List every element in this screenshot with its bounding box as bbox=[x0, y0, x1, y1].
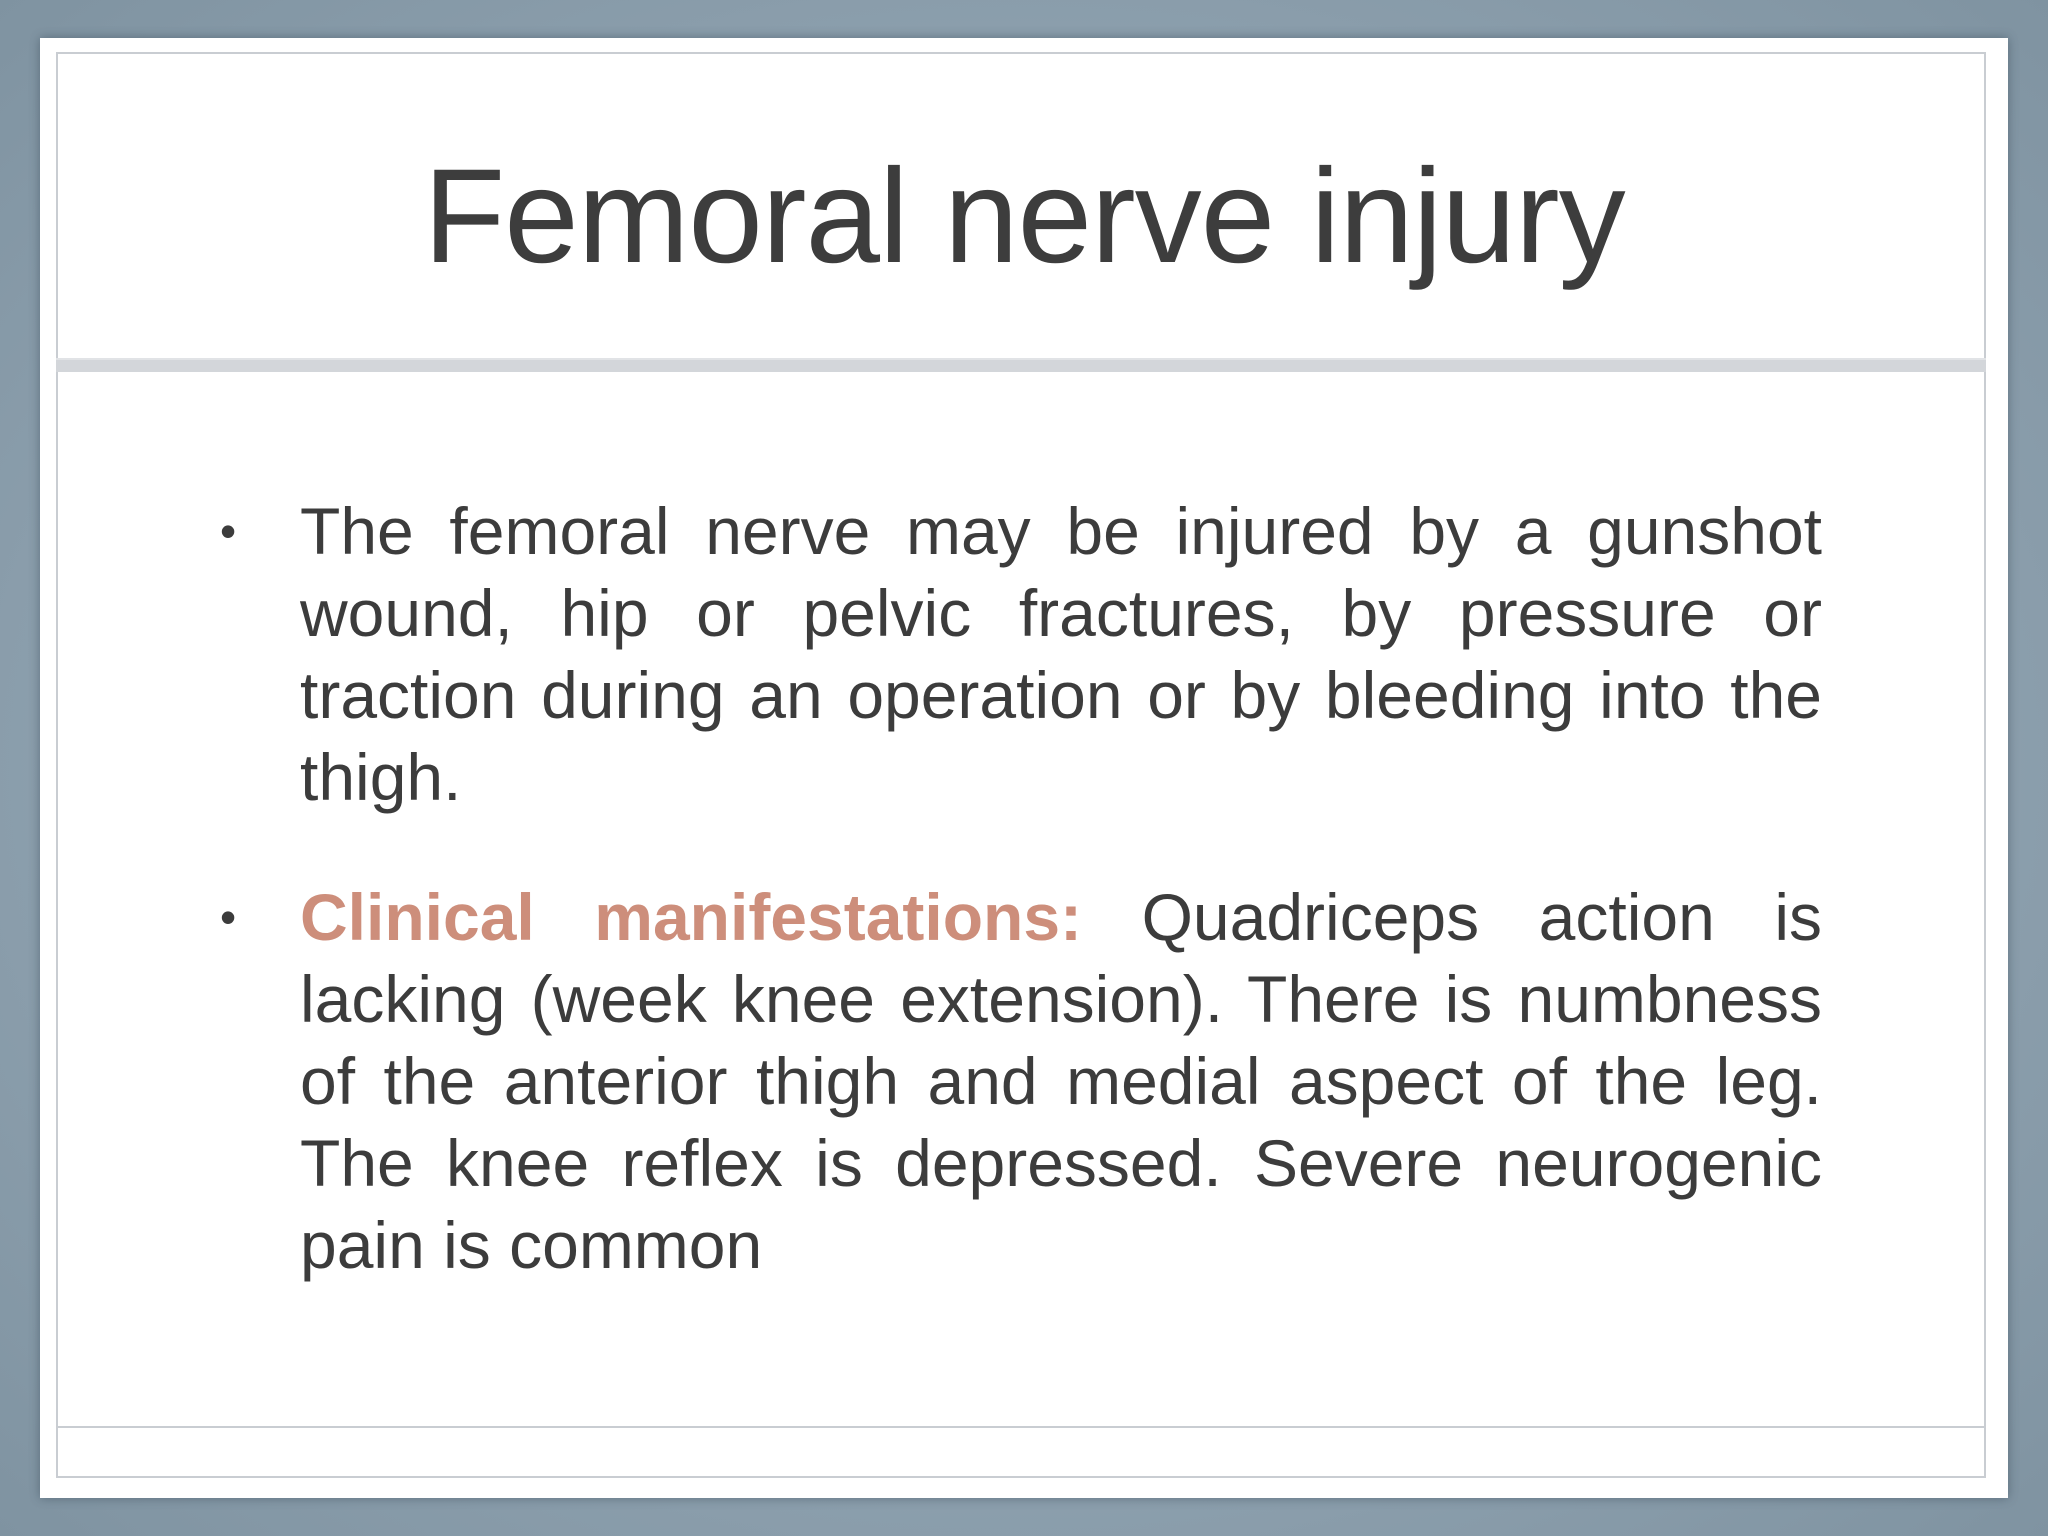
bullet-heading: Clinical manifestations: bbox=[300, 880, 1083, 954]
bullet-text: The femoral nerve may be injured by a gunshot wound, hip or pelvic fractures, by pressure or traction during an operation or by bleeding into the thigh. bbox=[300, 494, 1822, 814]
bullet-item-clinical-manifestations bbox=[220, 876, 1822, 1286]
bullet-text: Quadriceps action is lacking (week knee extension). There is numbness of the anterior thigh and medial aspect of the leg. The knee reflex is depressed. Severe neurogenic pain is common bbox=[300, 880, 1822, 1282]
title-divider bbox=[56, 358, 1986, 372]
slide-title: Femoral nerve injury bbox=[423, 142, 1625, 291]
bullet-icon: • bbox=[220, 891, 237, 943]
bullet-item-femoral-injury-causes bbox=[220, 490, 1822, 818]
bullet-icon: • bbox=[220, 505, 237, 557]
slide bbox=[40, 38, 2008, 1498]
bullet-list bbox=[220, 490, 1822, 1344]
footer-divider bbox=[56, 1426, 1986, 1428]
